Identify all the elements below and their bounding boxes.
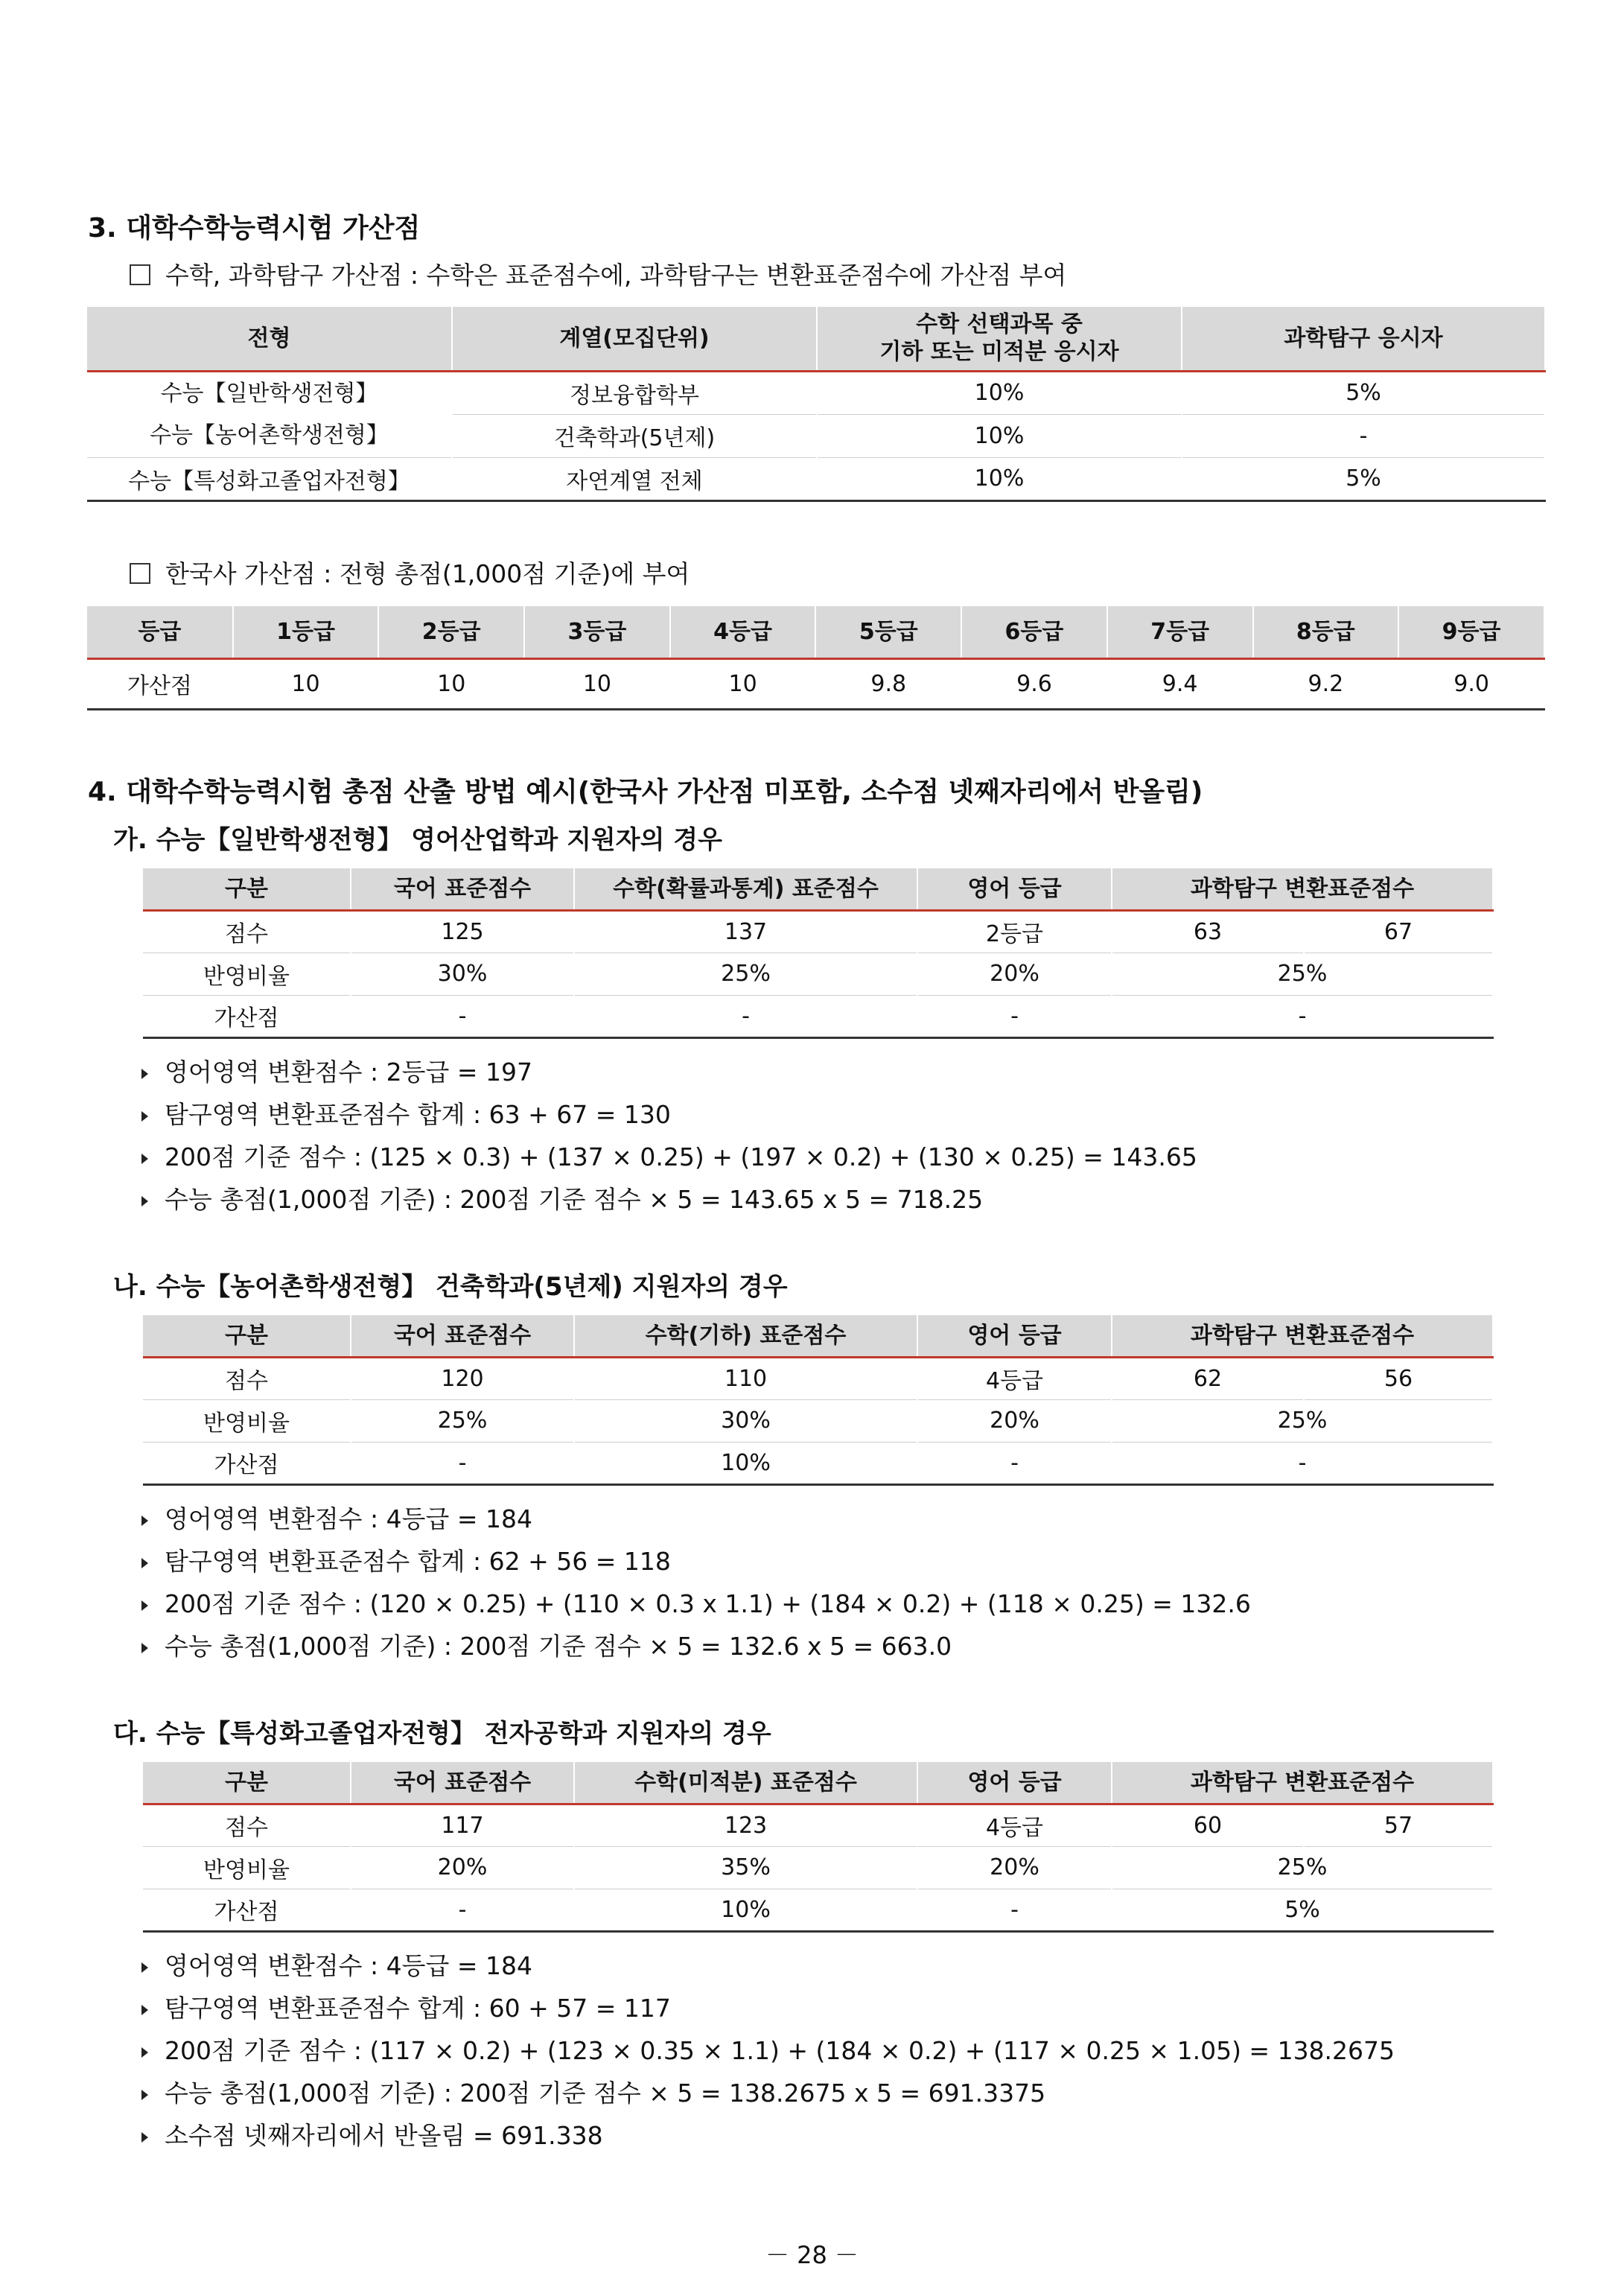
cell-math: 110 — [574, 1357, 917, 1399]
cell-science: 25% — [1112, 953, 1493, 995]
example-b-title: 나. 수능【농어촌학생전형】 건축학과(5년제) 지원자의 경우 — [113, 1272, 788, 1302]
cell-science-2: 57 — [1304, 1804, 1493, 1846]
th-math-elective — [817, 307, 1182, 371]
triangle-bullet-icon — [141, 1154, 148, 1164]
cell-science-2: 56 — [1304, 1357, 1493, 1399]
triangle-bullet-icon — [141, 2132, 148, 2143]
row-label: 가산점 — [143, 1442, 351, 1484]
cell-math: 137 — [574, 910, 917, 953]
triangle-bullet-icon — [141, 1196, 148, 1206]
cell-english: - — [917, 1889, 1112, 1931]
cell-dept: 정보융합학부 — [452, 371, 817, 414]
triangle-bullet-icon — [141, 1111, 148, 1122]
page-number: － 28 － — [765, 2241, 859, 2269]
bullet-item — [141, 1095, 671, 1130]
cell-science: 25% — [1112, 1846, 1493, 1889]
bullet-item — [141, 1947, 532, 1982]
triangle-bullet-icon — [141, 1962, 148, 1973]
row-label: 반영비율 — [143, 953, 351, 995]
note-korean-history-bonus — [130, 555, 690, 590]
cell-science: 25% — [1112, 1399, 1493, 1442]
cell-science-1: 62 — [1112, 1357, 1304, 1399]
th-math-line1: 수학 선택과목 중 — [916, 311, 1083, 337]
example-c-title: 다. 수능【특성화고졸업자전형】 전자공학과 지원자의 경우 — [113, 1719, 771, 1749]
th-science: 과학탐구 변환표준점수 — [1112, 868, 1493, 910]
bonus-table-math-science — [87, 307, 1546, 502]
cell-science-2: 67 — [1304, 910, 1493, 953]
cell-math: - — [574, 995, 917, 1037]
th-grade-3: 3등급 — [524, 606, 670, 658]
row-label: 가산점 — [143, 1889, 351, 1931]
cell-value: 10 — [524, 658, 670, 709]
triangle-bullet-icon — [141, 2005, 148, 2015]
th-math: 수학(미적분) 표준점수 — [574, 1762, 917, 1804]
note-text: 수학, 과학탐구 가산점 : 수학은 표준점수에, 과학탐구는 변환표준점수에 가산점 부여 — [165, 261, 1067, 290]
triangle-bullet-icon — [141, 1643, 148, 1653]
cell-korean: - — [351, 1889, 574, 1931]
bullet-item — [141, 1627, 952, 1662]
bullet-text: 수능 총점(1,000점 기준) : 200점 기준 점수 × 5 = 138.2675 x 5 = 691.3375 — [165, 2079, 1046, 2108]
note-text: 한국사 가산점 : 전형 총점(1,000점 기준)에 부여 — [165, 559, 690, 588]
section-4-heading: 4. 대학수학능력시험 총점 산출 방법 예시(한국사 가산점 미포함, 소수점 넷째자리에서 반올림) — [88, 777, 1203, 807]
th-english: 영어 등급 — [917, 1315, 1112, 1357]
triangle-bullet-icon — [141, 1558, 148, 1568]
cell-english: 20% — [917, 1399, 1112, 1442]
cell-science: - — [1112, 1442, 1493, 1484]
bullet-text: 소수점 넷째자리에서 반올림 = 691.338 — [165, 2121, 603, 2150]
cell-value: 9.0 — [1398, 658, 1544, 709]
example-c-table — [143, 1762, 1494, 1933]
row-label: 점수 — [143, 910, 351, 953]
cell-value: 9.6 — [961, 658, 1107, 709]
triangle-bullet-icon — [141, 1600, 148, 1611]
th-grade-2: 2등급 — [378, 606, 524, 658]
cell-value: 10 — [233, 658, 379, 709]
row-label: 점수 — [143, 1357, 351, 1399]
th-korean: 국어 표준점수 — [351, 1315, 574, 1357]
note-math-science-bonus — [130, 256, 1066, 291]
bullet-item — [141, 2117, 603, 2152]
bullet-text: 탐구영역 변환표준점수 합계 : 62 + 56 = 118 — [165, 1547, 671, 1576]
cell-type-vocational: 수능【특성화고졸업자전형】 — [87, 457, 452, 500]
triangle-bullet-icon — [141, 1069, 148, 1079]
th-grade-4: 4등급 — [670, 606, 816, 658]
cell-math: 123 — [574, 1804, 917, 1846]
bullet-text: 탐구영역 변환표준점수 합계 : 63 + 67 = 130 — [165, 1100, 671, 1129]
type-rural: 수능【농어촌학생전형】 — [150, 422, 389, 448]
cell-science: 5% — [1182, 457, 1545, 500]
cell-korean: 120 — [351, 1357, 574, 1399]
cell-math: 10% — [817, 371, 1182, 414]
th-grade-6: 6등급 — [961, 606, 1107, 658]
bullet-item — [141, 1585, 1251, 1620]
bullet-text: 영어영역 변환점수 : 2등급 = 197 — [165, 1058, 532, 1087]
th-korean: 국어 표준점수 — [351, 868, 574, 910]
bullet-text: 200점 기준 점수 : (120 × 0.25) + (110 × 0.3 x 1.1) + (184 × 0.2) + (118 × 0.25) = 132.6 — [165, 1589, 1251, 1618]
bullet-item — [141, 2074, 1045, 2109]
th-category: 구분 — [143, 1762, 351, 1804]
th-type: 전형 — [87, 307, 452, 371]
cell-korean: 25% — [351, 1399, 574, 1442]
triangle-bullet-icon — [141, 2090, 148, 2100]
cell-korean: - — [351, 995, 574, 1037]
cell-korean: 117 — [351, 1804, 574, 1846]
bullet-item — [141, 1500, 532, 1535]
cell-english: - — [917, 1442, 1112, 1484]
cell-korean: - — [351, 1442, 574, 1484]
cell-science-1: 60 — [1112, 1804, 1304, 1846]
triangle-bullet-icon — [141, 2047, 148, 2058]
cell-science: - — [1182, 414, 1545, 457]
cell-value: 9.8 — [815, 658, 961, 709]
cell-math: 10% — [817, 414, 1182, 457]
cell-math: 35% — [574, 1846, 917, 1889]
bullet-text: 200점 기준 점수 : (117 × 0.2) + (123 × 0.35 × 1.1) + (184 × 0.2) + (117 × 0.25 × 1.05) = 138.2675 — [165, 2036, 1395, 2065]
th-category: 구분 — [143, 1315, 351, 1357]
cell-korean: 125 — [351, 910, 574, 953]
cell-science: 5% — [1182, 371, 1545, 414]
type-general: 수능【일반학생전형】 — [160, 380, 378, 407]
cell-korean: 20% — [351, 1846, 574, 1889]
triangle-bullet-icon — [141, 1516, 148, 1526]
cell-science: - — [1112, 995, 1493, 1037]
bullet-text: 탐구영역 변환표준점수 합계 : 60 + 57 = 117 — [165, 1994, 671, 2023]
bullet-text: 200점 기준 점수 : (125 × 0.3) + (137 × 0.25) + (197 × 0.2) + (130 × 0.25) = 143.65 — [165, 1142, 1197, 1171]
th-english: 영어 등급 — [917, 868, 1112, 910]
th-grade-5: 5등급 — [815, 606, 961, 658]
cell-dept: 건축학과(5년제) — [452, 414, 817, 457]
bullet-item — [141, 2032, 1395, 2067]
th-grade-8: 8등급 — [1253, 606, 1399, 658]
cell-english: 20% — [917, 1846, 1112, 1889]
checkbox-square-icon — [130, 563, 150, 584]
bullet-item — [141, 1542, 671, 1577]
th-science: 과학탐구 응시자 — [1182, 307, 1545, 371]
section-3-heading: 3. 대학수학능력시험 가산점 — [88, 213, 421, 244]
bullet-item — [141, 1989, 671, 2024]
cell-english: 2등급 — [917, 910, 1112, 953]
cell-value: 9.2 — [1253, 658, 1399, 709]
row-label: 반영비율 — [143, 1846, 351, 1889]
cell-korean: 30% — [351, 953, 574, 995]
th-math: 수학(확률과통계) 표준점수 — [574, 868, 917, 910]
example-b-table — [143, 1315, 1494, 1486]
example-a-table — [143, 868, 1494, 1039]
bullet-text: 영어영역 변환점수 : 4등급 = 184 — [165, 1504, 532, 1533]
checkbox-square-icon — [130, 264, 150, 285]
row-label: 반영비율 — [143, 1399, 351, 1442]
cell-label: 가산점 — [87, 658, 233, 709]
bullet-item — [141, 1180, 983, 1215]
bullet-text: 수능 총점(1,000점 기준) : 200점 기준 점수 × 5 = 143.65 x 5 = 718.25 — [165, 1185, 984, 1214]
th-grade-9: 9등급 — [1398, 606, 1544, 658]
th-science: 과학탐구 변환표준점수 — [1112, 1762, 1493, 1804]
th-math-line2: 기하 또는 미적분 응시자 — [879, 339, 1119, 366]
cell-types-merged — [87, 371, 452, 457]
row-label: 가산점 — [143, 995, 351, 1037]
bullet-text: 영어영역 변환점수 : 4등급 = 184 — [165, 1951, 532, 1980]
bullet-item — [141, 1138, 1197, 1173]
th-grade-7: 7등급 — [1107, 606, 1253, 658]
th-grade-1: 1등급 — [233, 606, 379, 658]
example-a-title: 가. 수능【일반학생전형】 영어산업학과 지원자의 경우 — [113, 825, 722, 855]
cell-math: 30% — [574, 1399, 917, 1442]
cell-value: 9.4 — [1107, 658, 1253, 709]
cell-value: 10 — [670, 658, 816, 709]
th-grade: 등급 — [87, 606, 233, 658]
korean-history-bonus-table — [87, 606, 1545, 710]
cell-math: 10% — [574, 1442, 917, 1484]
th-category: 구분 — [143, 868, 351, 910]
th-korean: 국어 표준점수 — [351, 1762, 574, 1804]
cell-english: 4등급 — [917, 1357, 1112, 1399]
bullet-item — [141, 1053, 532, 1088]
cell-science: 5% — [1112, 1889, 1493, 1931]
cell-dept: 자연계열 전체 — [452, 457, 817, 500]
bullet-text: 수능 총점(1,000점 기준) : 200점 기준 점수 × 5 = 132.6 x 5 = 663.0 — [165, 1632, 952, 1661]
cell-science-1: 63 — [1112, 910, 1304, 953]
cell-english: 4등급 — [917, 1804, 1112, 1846]
cell-math: 10% — [817, 457, 1182, 500]
th-english: 영어 등급 — [917, 1762, 1112, 1804]
cell-math: 25% — [574, 953, 917, 995]
th-math: 수학(기하) 표준점수 — [574, 1315, 917, 1357]
cell-value: 10 — [378, 658, 524, 709]
th-track: 계열(모집단위) — [452, 307, 817, 371]
cell-english: 20% — [917, 953, 1112, 995]
cell-math: 10% — [574, 1889, 917, 1931]
row-label: 점수 — [143, 1804, 351, 1846]
th-science: 과학탐구 변환표준점수 — [1112, 1315, 1493, 1357]
cell-english: - — [917, 995, 1112, 1037]
